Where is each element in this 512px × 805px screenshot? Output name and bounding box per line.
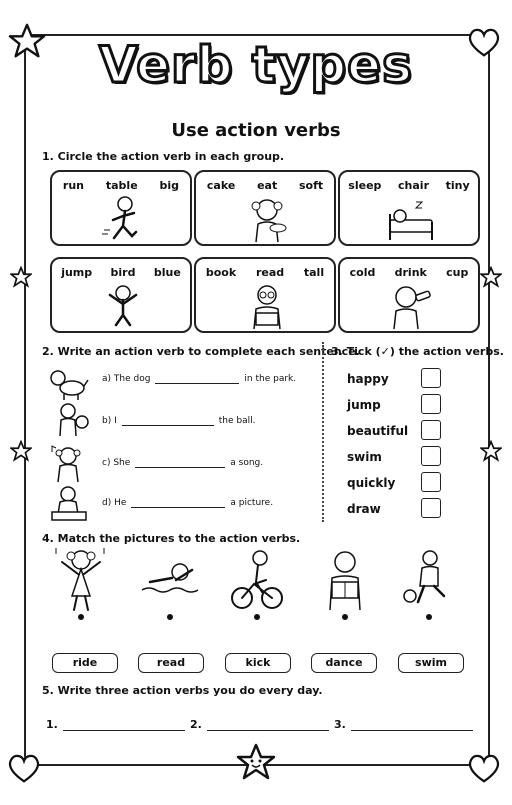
verb-option[interactable]: kick (225, 653, 291, 673)
word-option[interactable]: big (159, 179, 180, 192)
word-option[interactable]: bird (110, 266, 136, 279)
word-option[interactable]: soft (298, 179, 324, 192)
tick-word: jump (347, 398, 381, 412)
question-1-title: 1. Circle the action verb in each group. (42, 150, 285, 163)
answer-blank[interactable] (351, 718, 473, 731)
tick-checkbox[interactable] (421, 446, 441, 466)
word-option[interactable]: cup (446, 266, 469, 279)
word-group-box (194, 170, 336, 246)
answer-blank[interactable] (131, 498, 225, 508)
question-2-title: 2. Write an action verb to complete each sentence. (42, 345, 360, 358)
tick-checkbox[interactable] (421, 498, 441, 518)
match-dot[interactable] (167, 614, 173, 620)
match-dot[interactable] (426, 614, 432, 620)
sentence-a: a) The dog in the park. (102, 374, 297, 384)
tick-word: draw (347, 502, 381, 516)
star-icon (480, 440, 502, 462)
word-group-box (194, 257, 336, 333)
word-option[interactable]: sleep (348, 179, 382, 192)
match-dot[interactable] (78, 614, 84, 620)
match-dot[interactable] (342, 614, 348, 620)
word-option[interactable]: read (255, 266, 285, 279)
boy-drinking-icon (386, 281, 436, 331)
girl-reading-icon (242, 281, 292, 331)
verb-option[interactable]: swim (398, 653, 464, 673)
tick-word: beautiful (347, 424, 409, 438)
word-option[interactable]: jump (61, 266, 93, 279)
sleeping-child-icon (386, 194, 436, 244)
word-group-box (50, 170, 192, 246)
girl-eating-icon (242, 194, 292, 244)
match-dot[interactable] (254, 614, 260, 620)
answer-blank[interactable] (135, 458, 225, 468)
tick-word: happy (347, 372, 389, 386)
boy-drawing-icon (48, 484, 90, 524)
answer-line-1: 1. (46, 718, 190, 731)
word-group-box (50, 257, 192, 333)
answer-line-3: 3. (334, 718, 478, 731)
question-3-title: 3. Tick (✓) the action verbs. (331, 345, 504, 358)
word-option[interactable]: tiny (445, 179, 470, 192)
girl-dancing-icon (52, 548, 110, 614)
tick-word: quickly (347, 476, 396, 490)
question-5-title: 5. Write three action verbs you do every day. (42, 684, 323, 697)
smiling-star-icon (236, 742, 276, 782)
sentence-b: b) I the ball. (102, 416, 256, 426)
tick-checkbox[interactable] (421, 394, 441, 414)
girl-reading-icon (316, 548, 374, 614)
word-option[interactable]: chair (398, 179, 430, 192)
verb-option[interactable]: read (138, 653, 204, 673)
page-title: Verb types (99, 36, 413, 94)
sentence-d: d) He a picture. (102, 498, 274, 508)
star-icon (10, 266, 32, 288)
word-option[interactable]: cold (349, 266, 376, 279)
word-option[interactable]: drink (394, 266, 427, 279)
tick-word: swim (347, 450, 382, 464)
question-4-title: 4. Match the pictures to the action verbs. (42, 532, 301, 545)
tick-checkbox[interactable] (421, 420, 441, 440)
boy-swimming-icon (140, 548, 198, 614)
boy-cycling-icon (228, 548, 286, 614)
word-option[interactable]: table (105, 179, 138, 192)
girl-singing-icon (48, 444, 90, 484)
word-option[interactable]: cake (206, 179, 236, 192)
boy-kicking-icon (400, 548, 458, 614)
section-divider (322, 342, 324, 522)
verb-option[interactable]: dance (311, 653, 377, 673)
heart-icon (466, 752, 502, 784)
page-subtitle: Use action verbs (171, 120, 341, 141)
sentence-c: c) She a song. (102, 458, 264, 468)
tick-checkbox[interactable] (421, 472, 441, 492)
word-option[interactable]: tall (303, 266, 325, 279)
answer-blank[interactable] (63, 718, 185, 731)
star-icon (10, 440, 32, 462)
heart-icon (6, 752, 42, 784)
running-boy-icon (98, 194, 148, 244)
verb-option[interactable]: ride (52, 653, 118, 673)
answer-blank[interactable] (207, 718, 329, 731)
answer-blank[interactable] (122, 416, 214, 426)
answer-blank[interactable] (155, 374, 239, 384)
answer-line-2: 2. (190, 718, 334, 731)
word-option[interactable]: eat (257, 179, 278, 192)
word-group-box (338, 170, 480, 246)
word-group-box (338, 257, 480, 333)
dog-icon (48, 362, 90, 402)
star-icon (480, 266, 502, 288)
word-option[interactable]: book (205, 266, 237, 279)
jumping-boy-icon (98, 281, 148, 331)
word-option[interactable]: run (62, 179, 85, 192)
word-option[interactable]: blue (153, 266, 181, 279)
tick-checkbox[interactable] (421, 368, 441, 388)
boy-ball-icon (48, 402, 90, 442)
